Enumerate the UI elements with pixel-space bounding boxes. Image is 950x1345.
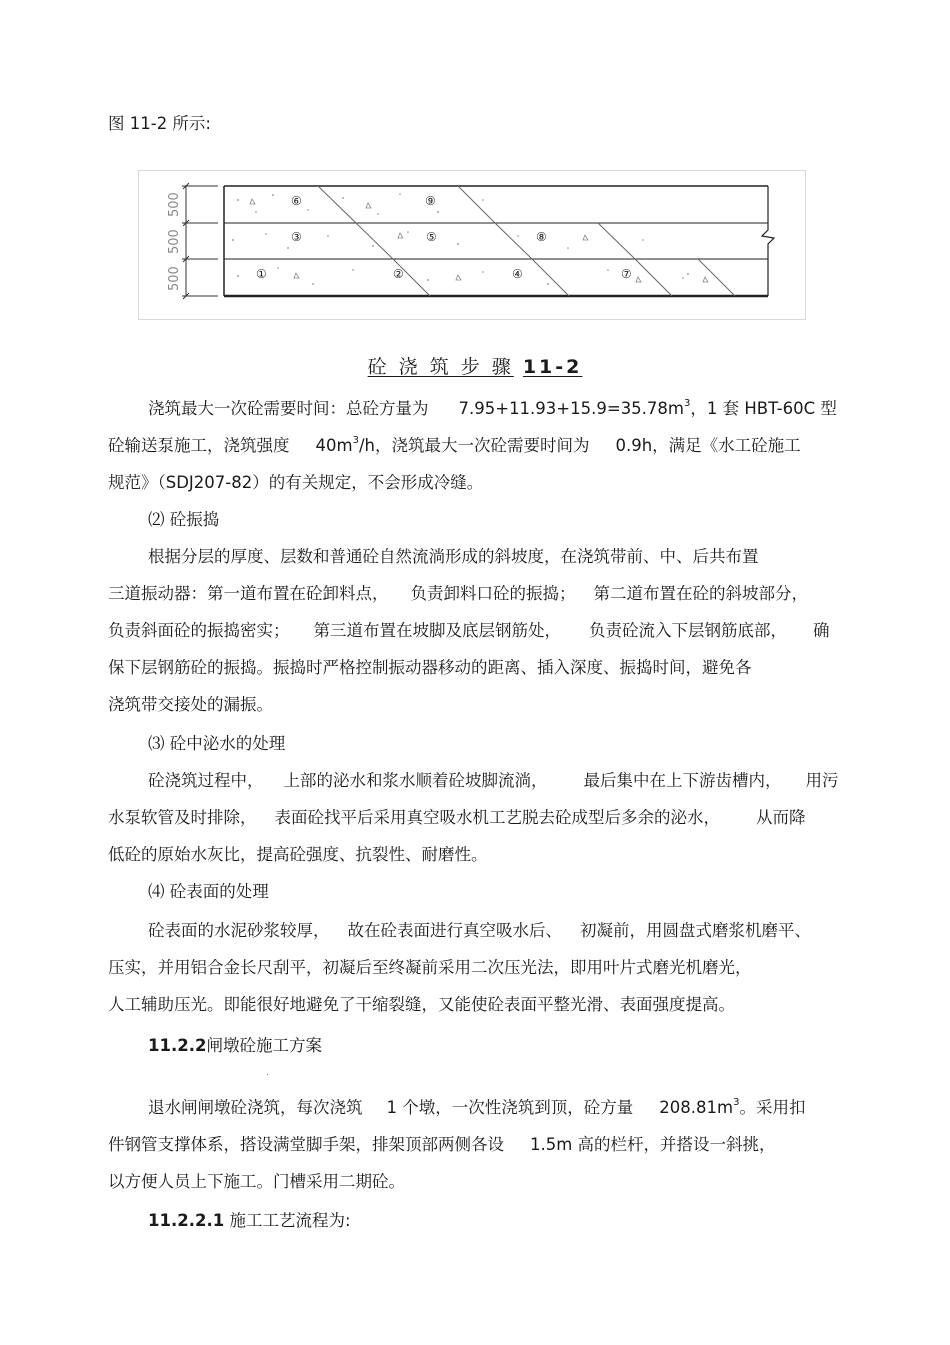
caption-number: 11-2 bbox=[522, 356, 583, 378]
p1-text-c: ，1 套 HBT-60C 型 bbox=[690, 399, 837, 418]
dim-label-top: 500 bbox=[167, 192, 182, 217]
section-11-2-2-1-title: 施工工艺流程为: bbox=[229, 1211, 351, 1230]
p1-l2-a: 砼输送泵施工，浇筑强度 bbox=[108, 436, 290, 455]
p2-line5: 浇筑带交接处的漏振。 bbox=[108, 695, 273, 714]
p3-l1-a: 砼浇筑过程中， bbox=[148, 771, 264, 790]
p2-line3 bbox=[108, 620, 830, 642]
step-label-2: ② bbox=[393, 267, 404, 281]
step-label-9: ⑨ bbox=[425, 194, 436, 208]
p5-l2-a: 件钢管支撑体系，搭设满堂脚手架，排架顶部两侧各设 bbox=[108, 1135, 504, 1154]
heading-surface: ⑷ 砼表面的处理 bbox=[148, 882, 269, 901]
p1-line3: 规范》（SDJ207-82）的有关规定，不会形成冷缝。 bbox=[108, 473, 484, 492]
section-11-2-2 bbox=[148, 1035, 322, 1057]
p2-l3-b: 第三道布置在坡脚及底层钢筋处， bbox=[313, 621, 561, 640]
dim-label-bottom: 500 bbox=[167, 266, 182, 291]
p5-l1-a: 退水闸闸墩砼浇筑，每次浇筑 bbox=[148, 1098, 363, 1117]
p4-line1 bbox=[148, 920, 811, 942]
p2-l3-a: 负责斜面砼的振捣密实； bbox=[108, 621, 290, 640]
p1-l2-d: 0.9h，满足《水工砼施工 bbox=[615, 436, 801, 455]
p4-l1-c: 初凝前，用圆盘式磨浆机磨平、 bbox=[580, 921, 811, 940]
p1-line1 bbox=[148, 398, 837, 420]
p5-l2-b: 1.5m 高的栏杆，并搭设一斜挑， bbox=[530, 1135, 776, 1154]
section-11-2-2-1-number: 11.2.2.1 bbox=[148, 1211, 225, 1230]
pour-steps-figure bbox=[138, 170, 806, 320]
p1-sup: 3 bbox=[684, 397, 691, 409]
p3-l1-c: 最后集中在上下游齿槽内， bbox=[583, 771, 782, 790]
p3-l2-b: 表面砼找平后采用真空吸水机工艺脱去砼成型后多余的泌水， bbox=[274, 808, 720, 827]
p5-sup: 3 bbox=[733, 1096, 740, 1108]
p4-line2: 压实，并用铝合金长尺刮平，初凝后至终凝前采用二次压光法，即用叶片式磨光机磨光， bbox=[108, 958, 752, 977]
p2-line4: 保下层钢筋砼的振捣。振捣时严格控制振动器移动的距离、插入深度、振捣时间，避免各 bbox=[108, 658, 752, 677]
p2-l3-d: 确 bbox=[813, 621, 830, 640]
p2-l2-c: 第二道布置在砼的斜坡部分， bbox=[593, 584, 808, 603]
p2-l3-c: 负责砼流入下层钢筋底部， bbox=[589, 621, 787, 640]
p3-l2-a: 水泵软管及时排除， bbox=[108, 808, 257, 827]
p3-l1-d: 用污 bbox=[805, 771, 839, 790]
p4-l1-b: 故在砼表面进行真空吸水后、 bbox=[347, 921, 562, 940]
p3-line3: 低砼的原始水灰比，提高砼强度、抗裂性、耐磨性。 bbox=[108, 845, 488, 864]
p2-l2-b: 负责卸料口砼的振捣； bbox=[410, 584, 576, 603]
step-label-8: ⑧ bbox=[536, 230, 547, 244]
p1-text-b: 7.95+11.93+15.9=35.78m bbox=[458, 399, 684, 418]
dim-label-middle: 500 bbox=[167, 229, 182, 254]
p1-l2-c: /h，浇筑最大一次砼需要时间为 bbox=[358, 436, 590, 455]
step-label-6: ⑥ bbox=[291, 194, 302, 208]
pour-steps-diagram bbox=[138, 170, 806, 320]
p3-l2-c: 从而降 bbox=[756, 808, 806, 827]
intro-text: 图 11-2 所示: bbox=[108, 114, 211, 133]
stray-mark: . bbox=[266, 1068, 269, 1078]
section-11-2-2-title: 闸墩砼施工方案 bbox=[206, 1036, 322, 1055]
p1-text-a: 浇筑最大一次砼需要时间：总砼方量为 bbox=[148, 399, 429, 418]
heading-vibration: ⑵ 砼振捣 bbox=[148, 510, 220, 529]
p5-l1-c: 208.81m bbox=[659, 1098, 734, 1117]
p4-l1-a: 砼表面的水泥砂浆较厚， bbox=[148, 921, 330, 940]
p1-l2-b: 40m bbox=[315, 436, 353, 455]
step-label-7: ⑦ bbox=[621, 267, 632, 281]
p5-l1-b: 1 个墩，一次性浇筑到顶，砼方量 bbox=[386, 1098, 634, 1117]
p3-line1 bbox=[148, 770, 839, 792]
p5-line2 bbox=[108, 1134, 776, 1156]
p1-line2 bbox=[108, 435, 801, 457]
step-label-4: ④ bbox=[512, 267, 523, 281]
step-label-5: ⑤ bbox=[426, 230, 437, 244]
section-11-2-2-1 bbox=[148, 1210, 351, 1232]
step-label-1: ① bbox=[256, 267, 267, 281]
p3-line2 bbox=[108, 807, 806, 829]
p3-l1-b: 上部的泌水和浆水顺着砼坡脚流淌， bbox=[283, 771, 548, 790]
p5-line3: 以方便人员上下施工。门槽采用二期砼。 bbox=[108, 1172, 405, 1191]
figure-caption bbox=[0, 352, 950, 379]
p5-line1 bbox=[148, 1097, 805, 1119]
heading-bleed-water: ⑶ 砼中泌水的处理 bbox=[148, 734, 286, 753]
section-11-2-2-number: 11.2.2 bbox=[148, 1036, 207, 1055]
p1-l2-sup: 3 bbox=[352, 434, 359, 446]
p4-line3: 人工辅助压光。即能很好地避免了干缩裂缝，又能使砼表面平整光滑、表面强度提高。 bbox=[108, 995, 735, 1014]
caption-text: 砼 浇 筑 步 骤 bbox=[367, 356, 514, 378]
p2-line2 bbox=[108, 583, 808, 605]
p2-l2-a: 三道振动器：第一道布置在砼卸料点， bbox=[108, 584, 389, 603]
p2-line1: 根据分层的厚度、层数和普通砼自然流淌形成的斜坡度，在浇筑带前、中、后共布置 bbox=[148, 547, 759, 566]
step-label-3: ③ bbox=[291, 230, 302, 244]
p5-l1-d: 。采用扣 bbox=[739, 1098, 806, 1117]
